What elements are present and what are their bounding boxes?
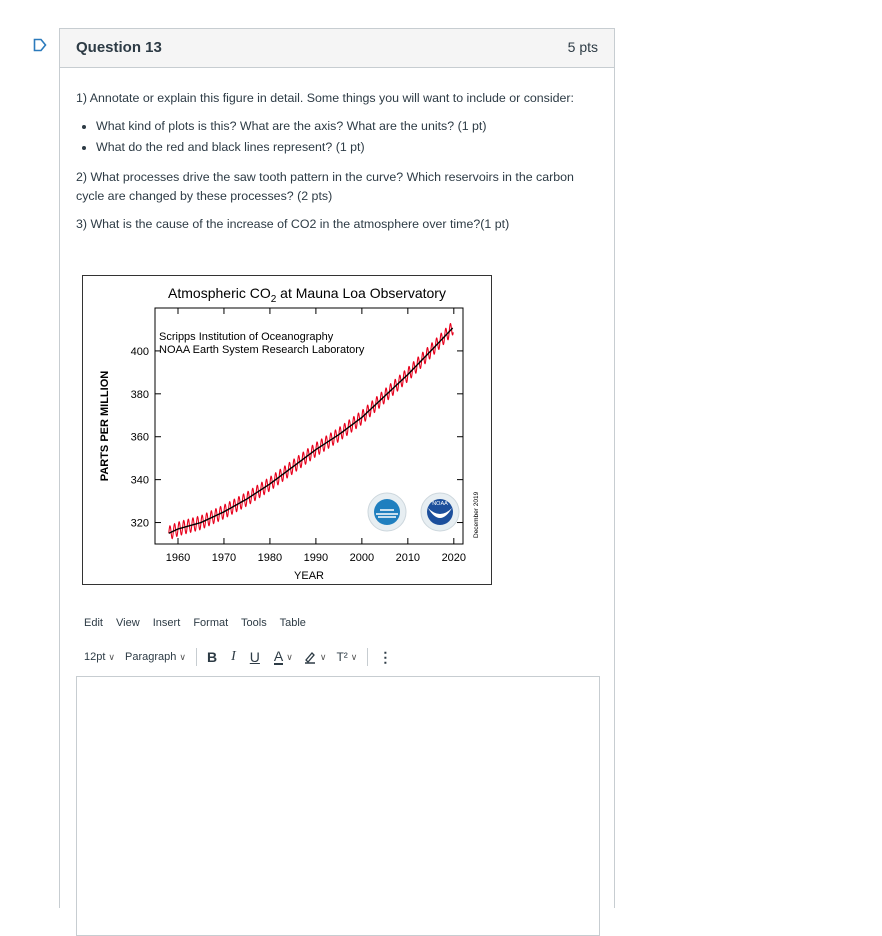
menu-edit[interactable]: Edit [84, 617, 103, 629]
font-size-dropdown[interactable] [84, 651, 115, 663]
x-tick-label: 1980 [257, 552, 283, 564]
toolbar-divider [196, 648, 197, 666]
svg-text:NOAA: NOAA [432, 501, 448, 507]
y-axis-label: PARTS PER MILLION [99, 370, 111, 482]
chevron-down-icon: ∨ [319, 651, 327, 662]
x-tick-label: 2000 [349, 552, 375, 564]
block-format-dropdown[interactable] [125, 651, 186, 663]
superscript-icon: T² [336, 650, 348, 664]
question-card [59, 28, 615, 908]
italic-button[interactable]: I [231, 649, 236, 664]
scripps-logo [368, 493, 406, 531]
menu-table[interactable]: Table [279, 617, 306, 629]
x-tick-label: 2020 [441, 552, 467, 564]
menu-insert[interactable]: Insert [152, 617, 181, 629]
block-format-value: Paragraph [125, 651, 177, 663]
credit-noaa: NOAA Earth System Research Laboratory [159, 344, 365, 356]
y-tick-label: 340 [130, 474, 149, 487]
highlight-button[interactable] [303, 650, 327, 664]
text-color-button[interactable] [274, 649, 293, 665]
text-color-icon: A [273, 648, 284, 664]
superscript-button[interactable] [336, 650, 357, 664]
chevron-down-icon: ∨ [108, 651, 116, 662]
toolbar-divider [367, 648, 368, 666]
question-header [60, 29, 614, 68]
x-tick-label: 1970 [211, 552, 237, 564]
co2-figure [82, 275, 492, 585]
font-size-value: 12pt [84, 651, 106, 663]
menu-view[interactable]: View [116, 617, 140, 629]
question-intro: 1) Annotate or explain this figure in detail. Some things you will want to include or consider: [76, 91, 574, 105]
y-tick-label: 320 [130, 517, 149, 530]
co2-chart [83, 276, 491, 584]
question-points: 5 pts [567, 39, 598, 55]
question-part-3: 3) What is the cause of the increase of CO2 in the atmosphere over time?(1 pt) [76, 217, 510, 231]
bullet-item: • What kind of plots is this? What are the axis? What are the units? (1 pt) [96, 117, 596, 136]
y-tick-label: 400 [130, 345, 149, 358]
editor-toolbar [84, 647, 392, 667]
answer-editor[interactable] [76, 676, 600, 936]
bullet-item: • What do the red and black lines represent? (1 pt) [96, 138, 596, 157]
more-options-icon[interactable]: ⋮ [378, 648, 393, 665]
question-part-2: 2) What processes drive the saw tooth pattern in the curve? Which reservoirs in the carbon cycle are changed by these processes? (2 pts) [76, 170, 574, 203]
date-note: December 2019 [473, 491, 480, 538]
x-tick-label: 2010 [395, 552, 421, 564]
menu-format[interactable]: Format [193, 617, 229, 629]
chart-title: Atmospheric $CO_2$ at Mauna Loa Observatory [168, 285, 446, 305]
noaa-logo [421, 493, 459, 531]
highlight-pen-icon [303, 650, 317, 664]
bold-button[interactable]: B [206, 649, 218, 665]
question-title: Question 13 [76, 39, 162, 56]
y-tick-label: 360 [130, 431, 149, 444]
x-tick-label: 1990 [303, 552, 329, 564]
flag-question-icon[interactable] [33, 38, 47, 52]
chevron-down-icon: ∨ [179, 651, 186, 662]
y-tick-label: 380 [130, 388, 149, 401]
menu-tools[interactable]: Tools [241, 617, 267, 629]
x-tick-label: 1960 [165, 552, 191, 564]
credit-scripps: Scripps Institution of Oceanography [159, 331, 334, 343]
x-axis-label: YEAR [294, 570, 324, 582]
series-trend-line [169, 328, 453, 533]
chevron-down-icon: ∨ [286, 651, 293, 662]
chevron-down-icon: ∨ [350, 651, 358, 662]
question-text [76, 89, 596, 243]
underline-button[interactable]: U [249, 649, 260, 665]
question-bullets [76, 117, 596, 157]
editor-menubar [84, 617, 316, 629]
